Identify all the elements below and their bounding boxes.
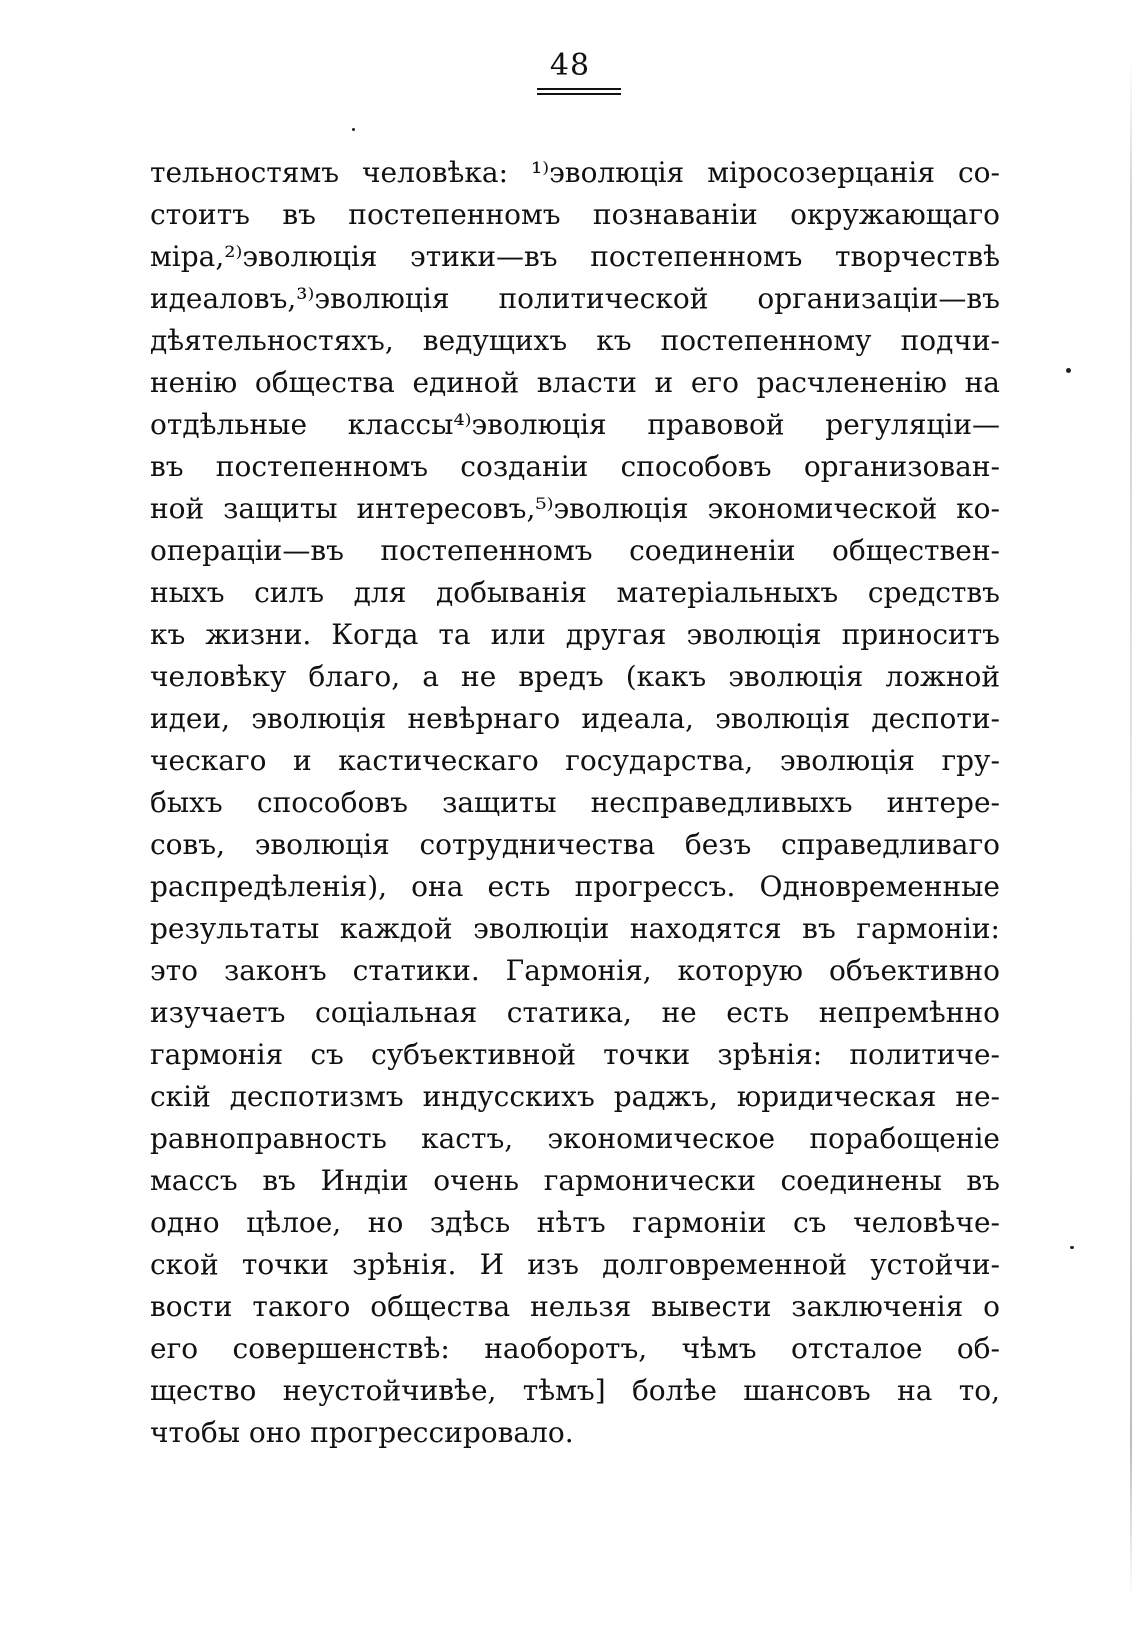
page-edge-shadow bbox=[1130, 60, 1132, 1600]
text-line: щество неустойчивѣе, тѣмъ] болѣе шансовъ на то, bbox=[150, 1374, 1000, 1407]
text-line: къ жизни. Когда та или другая эволюція приноситъ bbox=[150, 618, 1000, 651]
text-line: ной защиты интересовъ,⁵⁾эволюція экономической ко- bbox=[150, 492, 1000, 525]
text-line: ческаго и кастическаго государства, эволюція гру- bbox=[150, 744, 1000, 777]
text-line: ской точки зрѣнія. И изъ долговременной устойчи- bbox=[150, 1248, 1000, 1281]
text-line: одно цѣлое, но здѣсь нѣтъ гармоніи съ человѣче- bbox=[150, 1206, 1000, 1239]
text-line: ныхъ силъ для добыванія матеріальныхъ средствъ bbox=[150, 576, 1000, 609]
text-line: чтобы оно прогрессировало. bbox=[150, 1416, 574, 1449]
text-line: отдѣльные классы⁴⁾эволюція правовой регуляціи— bbox=[150, 408, 1000, 441]
text-line: міра,²⁾эволюція этики—въ постепенномъ творчествѣ bbox=[150, 240, 1000, 273]
body-text bbox=[150, 152, 1000, 1454]
text-line: человѣку благо, а не вредъ (какъ эволюція ложной bbox=[150, 660, 1000, 693]
text-line: результаты каждой эволюціи находятся въ гармоніи: bbox=[150, 912, 1000, 945]
page-number: 48 bbox=[549, 48, 591, 83]
text-line: равноправность кастъ, экономическое порабощеніе bbox=[150, 1122, 1000, 1155]
ink-speck bbox=[352, 128, 355, 131]
text-line: идеаловъ,³⁾эволюція политической организаціи—въ bbox=[150, 282, 1000, 315]
text-line: дѣятельностяхъ, ведущихъ къ постепенному подчи- bbox=[150, 324, 1000, 357]
text-line: быхъ способовъ защиты несправедливыхъ интере- bbox=[150, 786, 1000, 819]
text-line: ненію общества единой власти и его расчлененію на bbox=[150, 366, 1000, 399]
text-line: массъ въ Индіи очень гармонически соединены въ bbox=[150, 1164, 1000, 1197]
text-line: его совершенствѣ: наоборотъ, чѣмъ отсталое об- bbox=[150, 1332, 1000, 1365]
text-line: операціи—въ постепенномъ соединеніи обществен- bbox=[150, 534, 1000, 567]
text-line: вости такого общества нельзя вывести заключенія о bbox=[150, 1290, 1000, 1323]
text-line: совъ, эволюція сотрудничества безъ справедливаго bbox=[150, 828, 1000, 861]
text-line: въ постепенномъ созданіи способовъ организован- bbox=[150, 450, 1000, 483]
text-line: гармонія съ субъективной точки зрѣнія: политиче- bbox=[150, 1038, 1000, 1071]
ink-speck bbox=[1066, 368, 1071, 373]
text-line: стоитъ въ постепенномъ познаваніи окружающаго bbox=[150, 198, 1000, 231]
page-number-rule bbox=[537, 88, 621, 95]
text-line: идеи, эволюція невѣрнаго идеала, эволюція деспоти- bbox=[150, 702, 1000, 735]
ink-speck bbox=[1070, 1246, 1074, 1249]
text-line: скій деспотизмъ индусскихъ раджъ, юридическая не- bbox=[150, 1080, 1000, 1113]
text-line: изучаетъ соціальная статика, не есть непремѣнно bbox=[150, 996, 1000, 1029]
text-line: это законъ статики. Гармонія, которую объективно bbox=[150, 954, 1000, 987]
text-line: тельностямъ человѣка: ¹⁾эволюція міросозерцанія со- bbox=[150, 156, 1000, 189]
text-line: распредѣленія), она есть прогрессъ. Одновременные bbox=[150, 870, 1000, 903]
